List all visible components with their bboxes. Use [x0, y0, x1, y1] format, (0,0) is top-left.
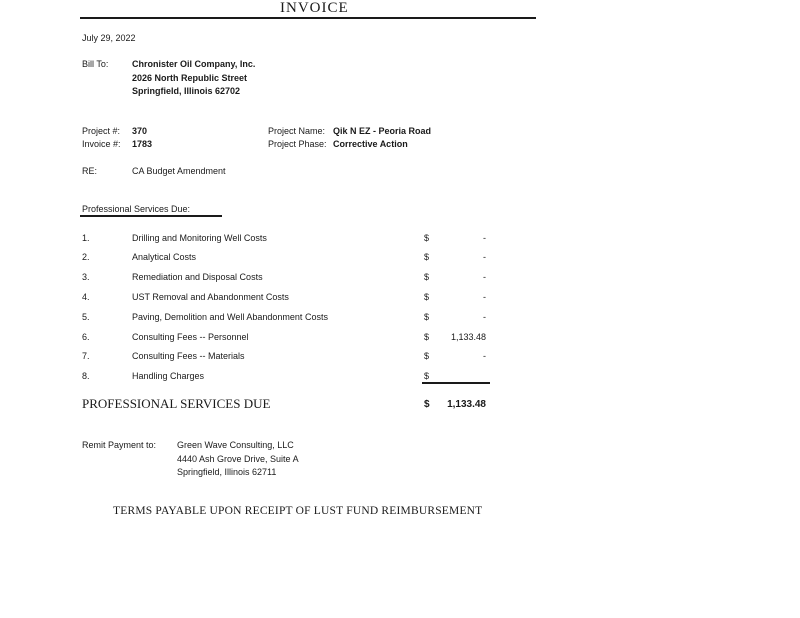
project-number: 370 [132, 126, 148, 136]
line-item-number: 4. [82, 292, 90, 302]
bill-to-label: Bill To: [82, 59, 109, 69]
line-item-number: 5. [82, 312, 90, 322]
payment-terms: TERMS PAYABLE UPON RECEIPT OF LUST FUND REIMBURSEMENT [113, 505, 483, 517]
project-name-label: Project Name: [268, 126, 326, 136]
project-phase: Corrective Action [333, 139, 408, 149]
line-item-description: Drilling and Monitoring Well Costs [132, 233, 267, 243]
line-item-currency: $ [424, 332, 430, 342]
services-heading-underline [80, 215, 222, 217]
line-item-currency: $ [424, 252, 430, 262]
bill-to-line-3: Springfield, Illinois 62702 [132, 86, 241, 96]
line-item-description: Paving, Demolition and Well Abandonment Costs [132, 312, 328, 322]
line-item-description: Remediation and Disposal Costs [132, 272, 263, 282]
line-item-number: 6. [82, 332, 90, 342]
project-name: Qik N EZ - Peoria Road [333, 126, 432, 136]
line-item-description: UST Removal and Abandonment Costs [132, 292, 289, 302]
invoice-date: July 29, 2022 [82, 33, 136, 43]
line-item-currency: $ [424, 272, 430, 282]
line-item-amount: - [483, 233, 486, 243]
line-item-currency: $ [424, 292, 430, 302]
line-item-currency: $ [424, 312, 430, 322]
line-item-amount: - [483, 292, 486, 302]
line-item-amount: - [483, 252, 486, 262]
line-item-amount: 1,133.48 [450, 332, 486, 342]
line-item-amount: - [483, 312, 486, 322]
remit-line-2: 4440 Ash Grove Drive, Suite A [177, 454, 299, 464]
line-item-amount: - [483, 351, 486, 361]
remit-line-1: Green Wave Consulting, LLC [177, 440, 294, 450]
bill-to-line-1: Chronister Oil Company, Inc. [132, 59, 256, 69]
invoice-number-label: Invoice #: [82, 139, 121, 149]
services-heading: Professional Services Due: [82, 204, 191, 214]
line-item-number: 2. [82, 252, 90, 262]
line-item-number: 8. [82, 371, 90, 381]
line-item-description: Consulting Fees -- Personnel [132, 332, 249, 342]
line-item-currency: $ [424, 233, 430, 243]
invoice-title: INVOICE [280, 0, 349, 16]
remit-label: Remit Payment to: [82, 440, 157, 450]
line-item-currency: $ [424, 351, 430, 361]
remit-line-3: Springfield, Illinois 62711 [177, 467, 277, 477]
title-underline [80, 17, 536, 19]
line-item-number: 7. [82, 351, 90, 361]
total-currency: $ [424, 399, 430, 410]
line-item-description: Consulting Fees -- Materials [132, 351, 245, 361]
re-label: RE: [82, 166, 98, 176]
line-item-number: 3. [82, 272, 90, 282]
bill-to-line-2: 2026 North Republic Street [132, 73, 248, 83]
invoice-number: 1783 [132, 139, 153, 149]
line-item-description: Handling Charges [132, 371, 205, 381]
total-amount: 1,133.48 [447, 399, 486, 410]
line-item-currency: $ [424, 371, 430, 381]
total-label: PROFESSIONAL SERVICES DUE [82, 396, 271, 411]
line-item-amount: - [483, 272, 486, 282]
subtotal-rule [422, 382, 490, 384]
project-phase-label: Project Phase: [268, 139, 327, 149]
line-item-description: Analytical Costs [132, 252, 197, 262]
re-text: CA Budget Amendment [132, 166, 226, 176]
line-item-number: 1. [82, 233, 90, 243]
project-number-label: Project #: [82, 126, 121, 136]
